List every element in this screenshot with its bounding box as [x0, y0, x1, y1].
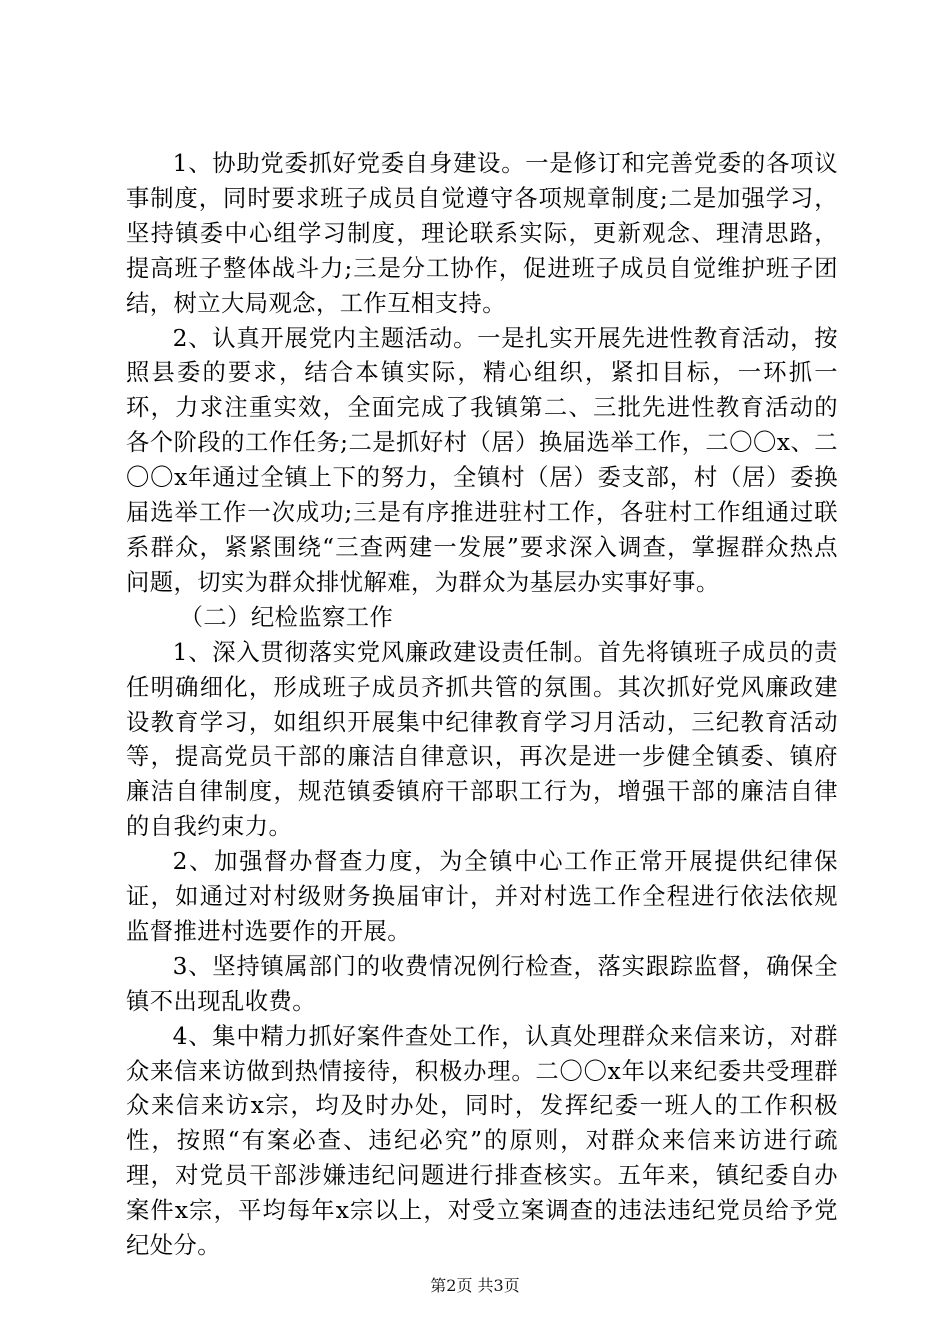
paragraph-supervision-inspection: 2、加强督办督查力度，为全镇中心工作正常开展提供纪律保证，如通过对村级财务换届审计，并对村选工作全程进行依法依规监督推进村选要作的开展。	[126, 848, 838, 945]
section-heading-discipline-inspection: （二）纪检监察工作	[179, 603, 394, 631]
document-body	[126, 147, 838, 1264]
paragraph-party-theme-activities: 2、认真开展党内主题活动。一是扎实开展先进性教育活动，按照县委的要求，结合本镇实际，精心组织，紧扣目标，一环抓一环，力求注重实效，全面完成了我镇第二、三批先进性教育活动的各个阶段的工作任务;二是抓好村（居）换届选举工作，二〇〇x、二〇〇x年通过全镇上下的努力，全镇村（居）委支部，村（居）委换届选举工作一次成功;三是有序推进驻村工作，各驻村工作组通过联系群众，紧紧围绕“三查两建一发展”要求深入调查，掌握群众热点问题，切实为群众排忧解难，为群众为基层办实事好事。	[126, 324, 838, 596]
paragraph-party-self-building: 1、协助党委抓好党委自身建设。一是修订和完善党委的各项议事制度，同时要求班子成员自觉遵守各项规章制度;二是加强学习，坚持镇委中心组学习制度，理论联系实际，更新观念、理清思路，提高班子整体战斗力;三是分工协作，促进班子成员自觉维护班子团结，树立大局观念，工作互相支持。	[126, 150, 838, 317]
page-number-footer: 第2页 共3页	[430, 1276, 520, 1295]
paragraph-integrity-responsibility: 1、深入贯彻落实党风廉政建设责任制。首先将镇班子成员的责任明确细化，形成班子成员齐抓共管的氛围。其次抓好党风廉政建设教育学习，如组织开展集中纪律教育学习月活动，三纪教育活动等，提高党员干部的廉洁自律意识，再次是进一步健全镇委、镇府廉洁自律制度，规范镇委镇府干部职工行为，增强干部的廉洁自律的自我约束力。	[126, 638, 838, 841]
paragraph-fee-inspection: 3、坚持镇属部门的收费情况例行检查，落实跟踪监督，确保全镇不出现乱收费。	[126, 952, 838, 1015]
paragraph-case-handling: 4、集中精力抓好案件查处工作，认真处理群众来信来访，对群众来信来访做到热情接待，积极办理。二〇〇x年以来纪委共受理群众来信来访x宗，均及时办处，同时，发挥纪委一班人的工作积极性，按照“有案必查、违纪必究”的原则，对群众来信来访进行疏理，对党员干部涉嫌违纪问题进行排查核实。五年来，镇纪委自办案件x宗，平均每年x宗以上，对受立案调查的违法违纪党员给予党纪处分。	[126, 1022, 838, 1260]
